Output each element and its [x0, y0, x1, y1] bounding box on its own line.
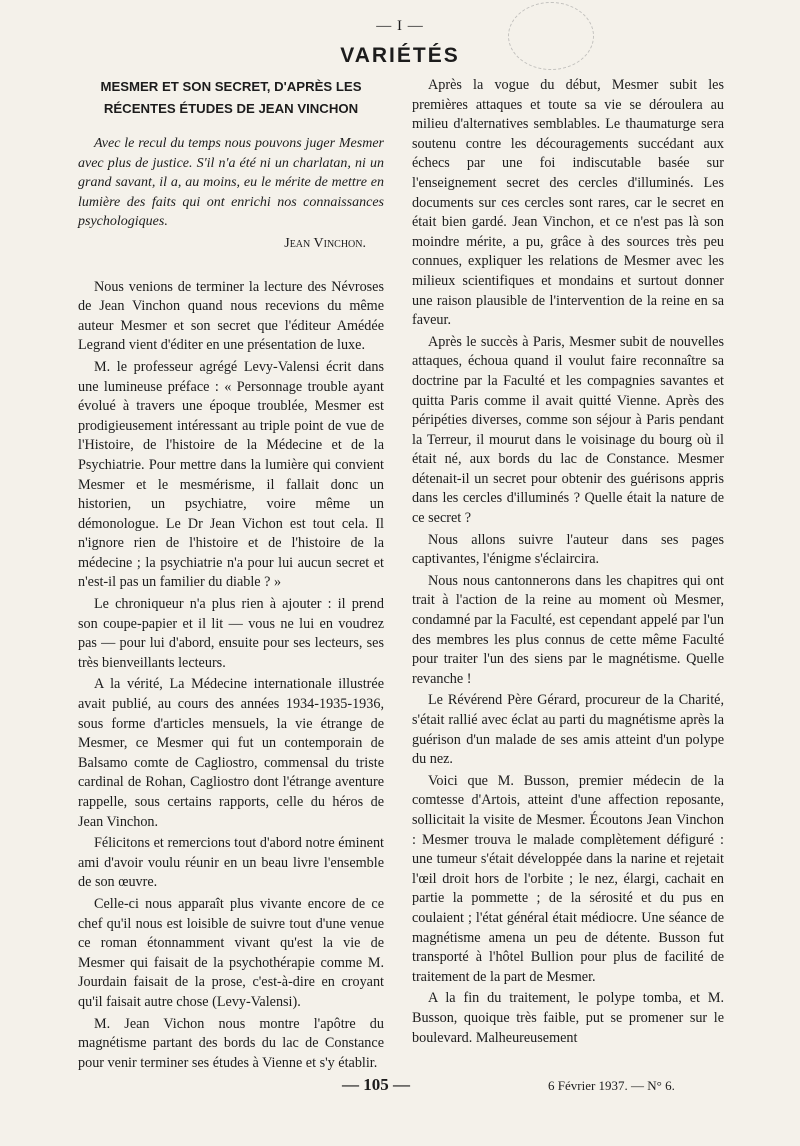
section-title: VARIÉTÉS [340, 44, 460, 67]
paragraph: Félicitons et remercions tout d'abord notre éminent ami d'avoir voulu réunir en un beau livre l'ensemble de son œuvre. [78, 835, 384, 891]
article-title-line-1: MESMER ET SON SECRET, D'APRÈS LES [100, 79, 362, 94]
epigraph-author: Jean Vinchon. [284, 235, 366, 251]
paragraph: Nous venions de terminer la lecture des Névroses de Jean Vinchon quand nous recevions du même auteur Mesmer et son secret que l'éditeur Amédée Legrand vient d'éditer en une présentation de luxe. [78, 278, 384, 354]
paragraph: Le chroniqueur n'a plus rien à ajouter : il prend son coupe-papier et il lit — vous ne lui en voudrez pas — pour lui d'abord, ensuite pour ses lecteurs, ses très bienveillants lecteurs. [78, 596, 384, 671]
paragraph: Voici que M. Busson, premier médecin de la comtesse d'Artois, atteint d'une affection reposante, sollicitait la visite de Mesmer. Écoutons Jean Vinchon : Mesmer trouva le malade complètement défiguré : une tumeur s'était développée dans la narine et rejetait l'œil droit hors de l'orbite ; le nez, élargi, cachait en partie la pommette ; de la sérosité et du pus en coulaient ; l'état général était médiocre. Une séance de magnétisme amena un peu de détente. Busson fut transporté à l'hôtel Bullion pour plus de facilité de traitement de la part de Mesmer. [412, 772, 724, 985]
paragraph: A la fin du traitement, le polype tomba, et M. Busson, quoique très faible, put se promener sur le boulevard. Malheureusement [412, 990, 724, 1046]
paragraph: Après le succès à Paris, Mesmer subit de nouvelles attaques, échoua quand il voulut faire reconnaître sa doctrine par la Faculté et les compagnies savantes et quitta Paris comme il avait quitté Vienne. Après des péripéties diverses, comme son séjour à Paris pendant la Terreur, il mourut dans le voisinage du bourg où il était né, aux bords du lac de Constance. Mesmer détenait-il un secret pour obtenir des guérisons appris dans les cercles d'illuminés ? Quelle était la nature de ce secret ? [412, 333, 724, 527]
paragraph: Nous nous cantonnerons dans les chapitres qui ont trait à l'action de la reine au moment où Mesmer, condamné par la Faculté, est cependant appelé par l'un des membres les plus connus de cette même Faculté pour traiter l'un des siens par le magnétisme. Quelle revanche ! [412, 572, 724, 687]
paragraph: Nous allons suivre l'auteur dans ses pages captivantes, l'énigme s'éclaircira. [412, 531, 724, 568]
page-footer [0, 1075, 800, 1095]
paragraph: Après la vogue du début, Mesmer subit les premières attaques et toute sa vie se déroulera au milieu d'alternatives semblables. Le thaumaturge sera soutenu contre les découragements succédant aux échecs par une foi indiscutable basée sur l'enseignement secret des cercles d'illuminés. Les documents sur ces cercles sont rares, car le secret en était bien gardé. Jean Vinchon, et ce n'est pas là son moindre mérite, a pu, grâce à des sources très peu connues, expliquer les relations de Mesmer avec les milieux scientifiques et mondains et surtout donner une raison plausible de l'intervention de la reine en sa faveur. [412, 77, 724, 329]
issue-date: 6 Février 1937. — N° 6. [548, 1078, 675, 1093]
paragraph: Le Révérend Père Gérard, procureur de la Charité, s'était rallié avec éclat au parti du magnétisme après la guérison d'un malade de ses amis atteint d'un polype du nez. [412, 692, 724, 768]
epigraph: Avec le recul du temps nous pouvons juger Mesmer avec plus de justice. S'il n'a été ni un charlatan, ni un grand savant, il a, au moins, eu le mérite de mettre en lumière des faits qui ont enrichi nos connaissances psychologiques. [78, 136, 384, 230]
paragraph: Celle-ci nous apparaît plus vivante encore de ce chef qu'il nous est loisible de suivre tout d'une venue ce roman étonnamment vivant qu'est la vie de Mesmer qui faisait de la psychothérapie comme M. Jourdain faisait de la prose, c'est-à-dire en croyant qu'il faisait autre chose (Levy-Valensi). [78, 895, 384, 1010]
folio: — I — [376, 18, 424, 34]
paragraph: M. Jean Vichon nous montre l'apôtre du magnétisme partant des bords du lac de Constance pour venir terminer ses études à Vienne et s'y établir. [78, 1015, 384, 1071]
article-title [78, 76, 384, 120]
article-title-line-2: RÉCENTES ÉTUDES DE JEAN VINCHON [103, 101, 359, 116]
paragraph: M. le professeur agrégé Levy-Valensi écrit dans une lumineuse préface : « Personnage trouble ayant évolué à travers une époque troublée, Mesmer est prodigieusement intéressant au triple point de vue de l'Histoire, de l'histoire de la Médecine et de la Psychiatrie. Pour mettre dans la lumière qui convient Mesmer et le mesmérisme, il fallait donc un historien, un psychiatre, voire même un démonologue. Le Dr Jean Vichon est tout cela. Il n'ignore rien de l'histoire et de l'histoire de la médecine ; la psychiatrie n'a pour lui aucun secret et n'est-il pas un familier du diable ? » [78, 358, 384, 591]
left-column [78, 76, 384, 1075]
page-number: — 105 — [342, 1075, 410, 1094]
paragraph: A la vérité, La Médecine internationale illustrée avait publié, au cours des années 1934-1935-1936, sous forme d'articles mensuels, la vie étrange de Mesmer, ce Mesmer qui fut un contemporain de Balsamo comte de Cagliostro, commensal du triste cardinal de Rohan, Cagliostro dont l'étrange aventure rappelle, sous certains rapports, celle du héros de Jean Vinchon. [78, 676, 384, 830]
right-column [412, 76, 724, 1050]
